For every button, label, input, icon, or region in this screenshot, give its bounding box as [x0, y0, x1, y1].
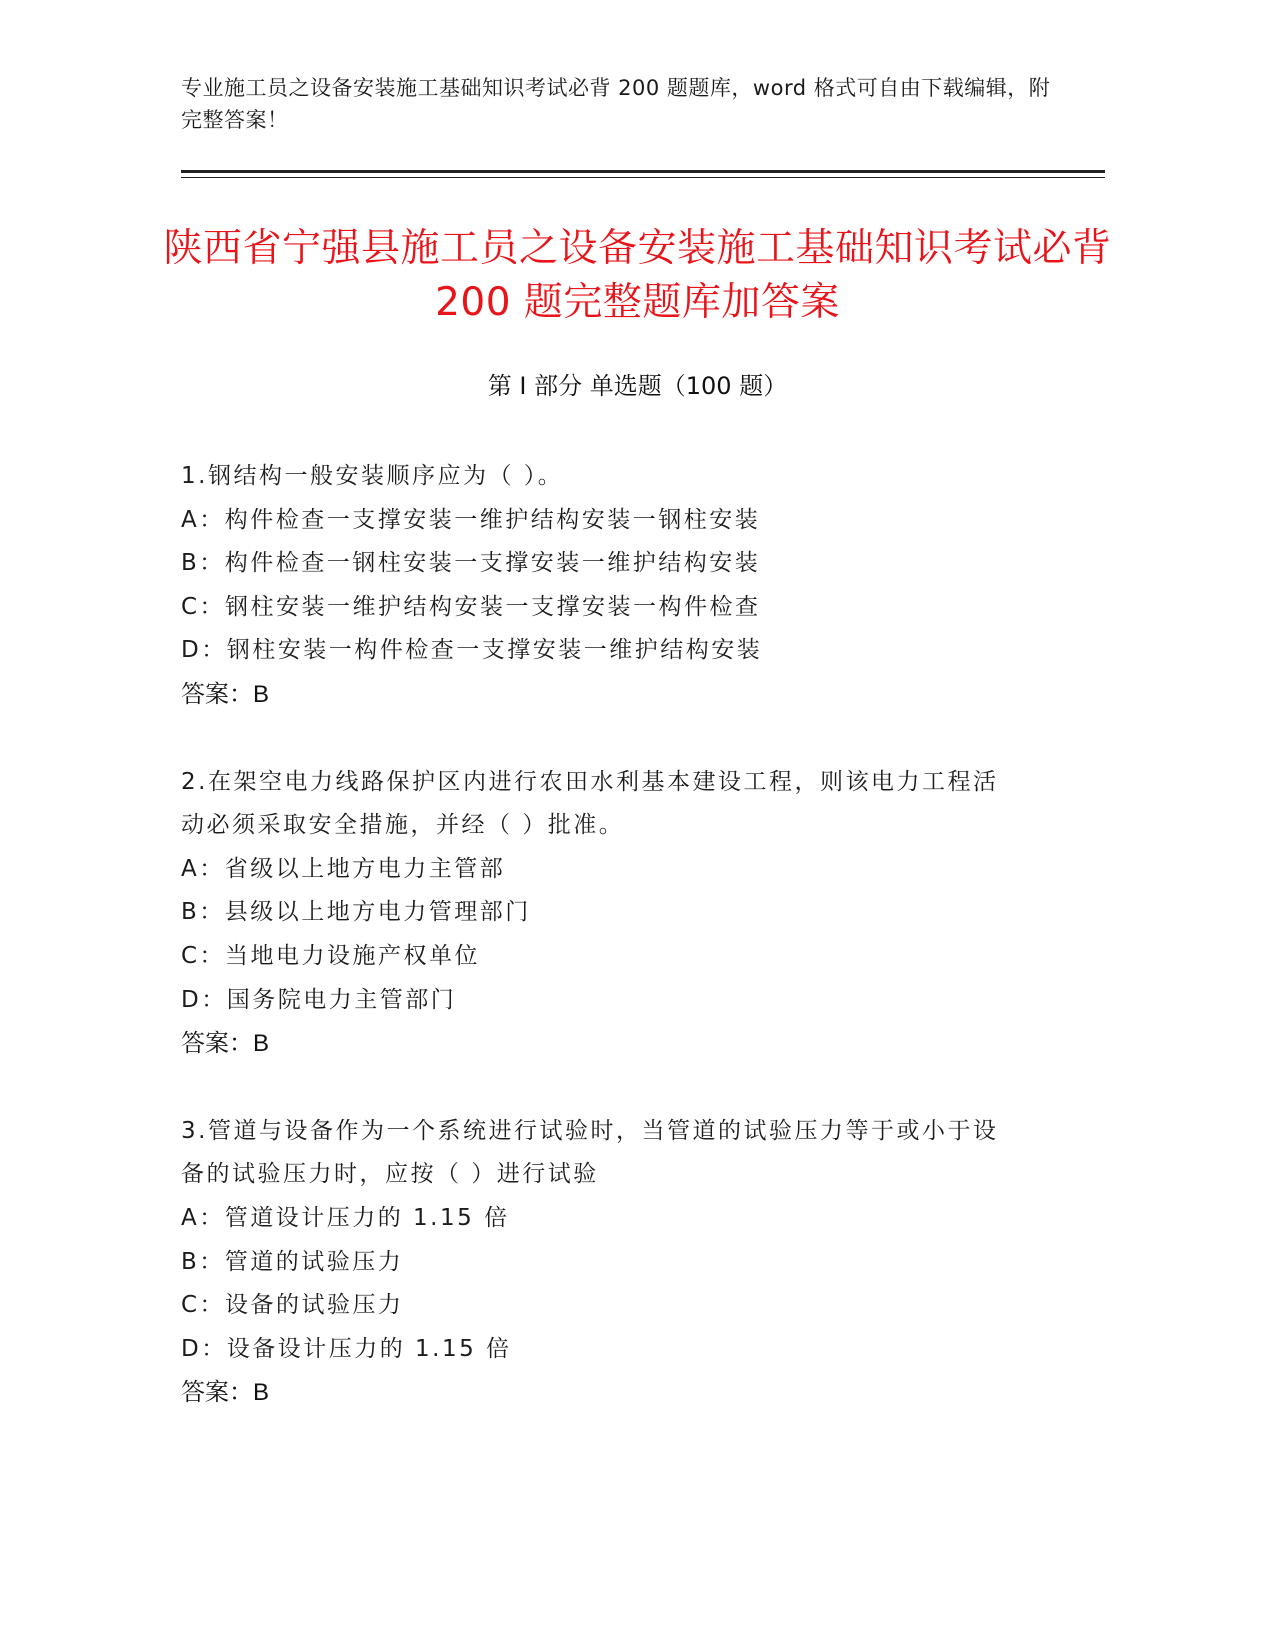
option-b: B：县级以上地方电力管理部门 — [181, 899, 531, 926]
answer: 答案：B — [181, 680, 270, 708]
header-divider-thin — [181, 177, 1105, 178]
question-text: 1.钢结构一般安装顺序应为（ ）。 — [181, 463, 564, 489]
option-d: D：钢柱安装一构件检查一支撑安装一维护结构安装 — [181, 637, 763, 664]
option-a: A：构件检查一支撑安装一维护结构安装一钢柱安装 — [181, 506, 761, 533]
option-a: A：管道设计压力的 1.15 倍 — [181, 1204, 510, 1231]
option-b: B：管道的试验压力 — [181, 1248, 404, 1275]
option-c: C：设备的试验压力 — [181, 1292, 404, 1319]
question-text: 2.在架空电力线路保护区内进行农田水利基本建设工程，则该电力工程活动必须采取安全措施，并经（ ）批准。 — [181, 768, 999, 839]
option-c: C：钢柱安装一维护结构安装一支撑安装一构件检查 — [181, 593, 761, 620]
section-heading: 第 I 部分 单选题（100 题） — [487, 372, 788, 400]
header-divider-thick — [181, 170, 1105, 173]
question-text: 3.管道与设备作为一个系统进行试验时，当管道的试验压力等于或小于设备的试验压力时，应按（ ）进行试验 — [181, 1117, 999, 1188]
option-d: D：设备设计压力的 1.15 倍 — [181, 1335, 512, 1362]
answer: 答案：B — [181, 1030, 270, 1058]
answer: 答案：B — [181, 1379, 270, 1407]
question-1 — [181, 455, 1081, 717]
option-b: B：构件检查一钢柱安装一支撑安装一维护结构安装 — [181, 550, 761, 577]
header-note: 专业施工员之设备安装施工基础知识考试必背 200 题题库，word 格式可自由下载编辑，附完整答案！ — [181, 76, 1051, 132]
option-a: A：省级以上地方电力主管部 — [181, 855, 506, 882]
option-c: C：当地电力设施产权单位 — [181, 942, 481, 969]
question-list — [181, 455, 1081, 1459]
question-2 — [181, 761, 1081, 1066]
question-3 — [181, 1110, 1081, 1415]
document-title: 陕西省宁强县施工员之设备安装施工基础知识考试必背 200 题完整题库加答案 — [163, 226, 1112, 326]
option-d: D：国务院电力主管部门 — [181, 986, 457, 1013]
